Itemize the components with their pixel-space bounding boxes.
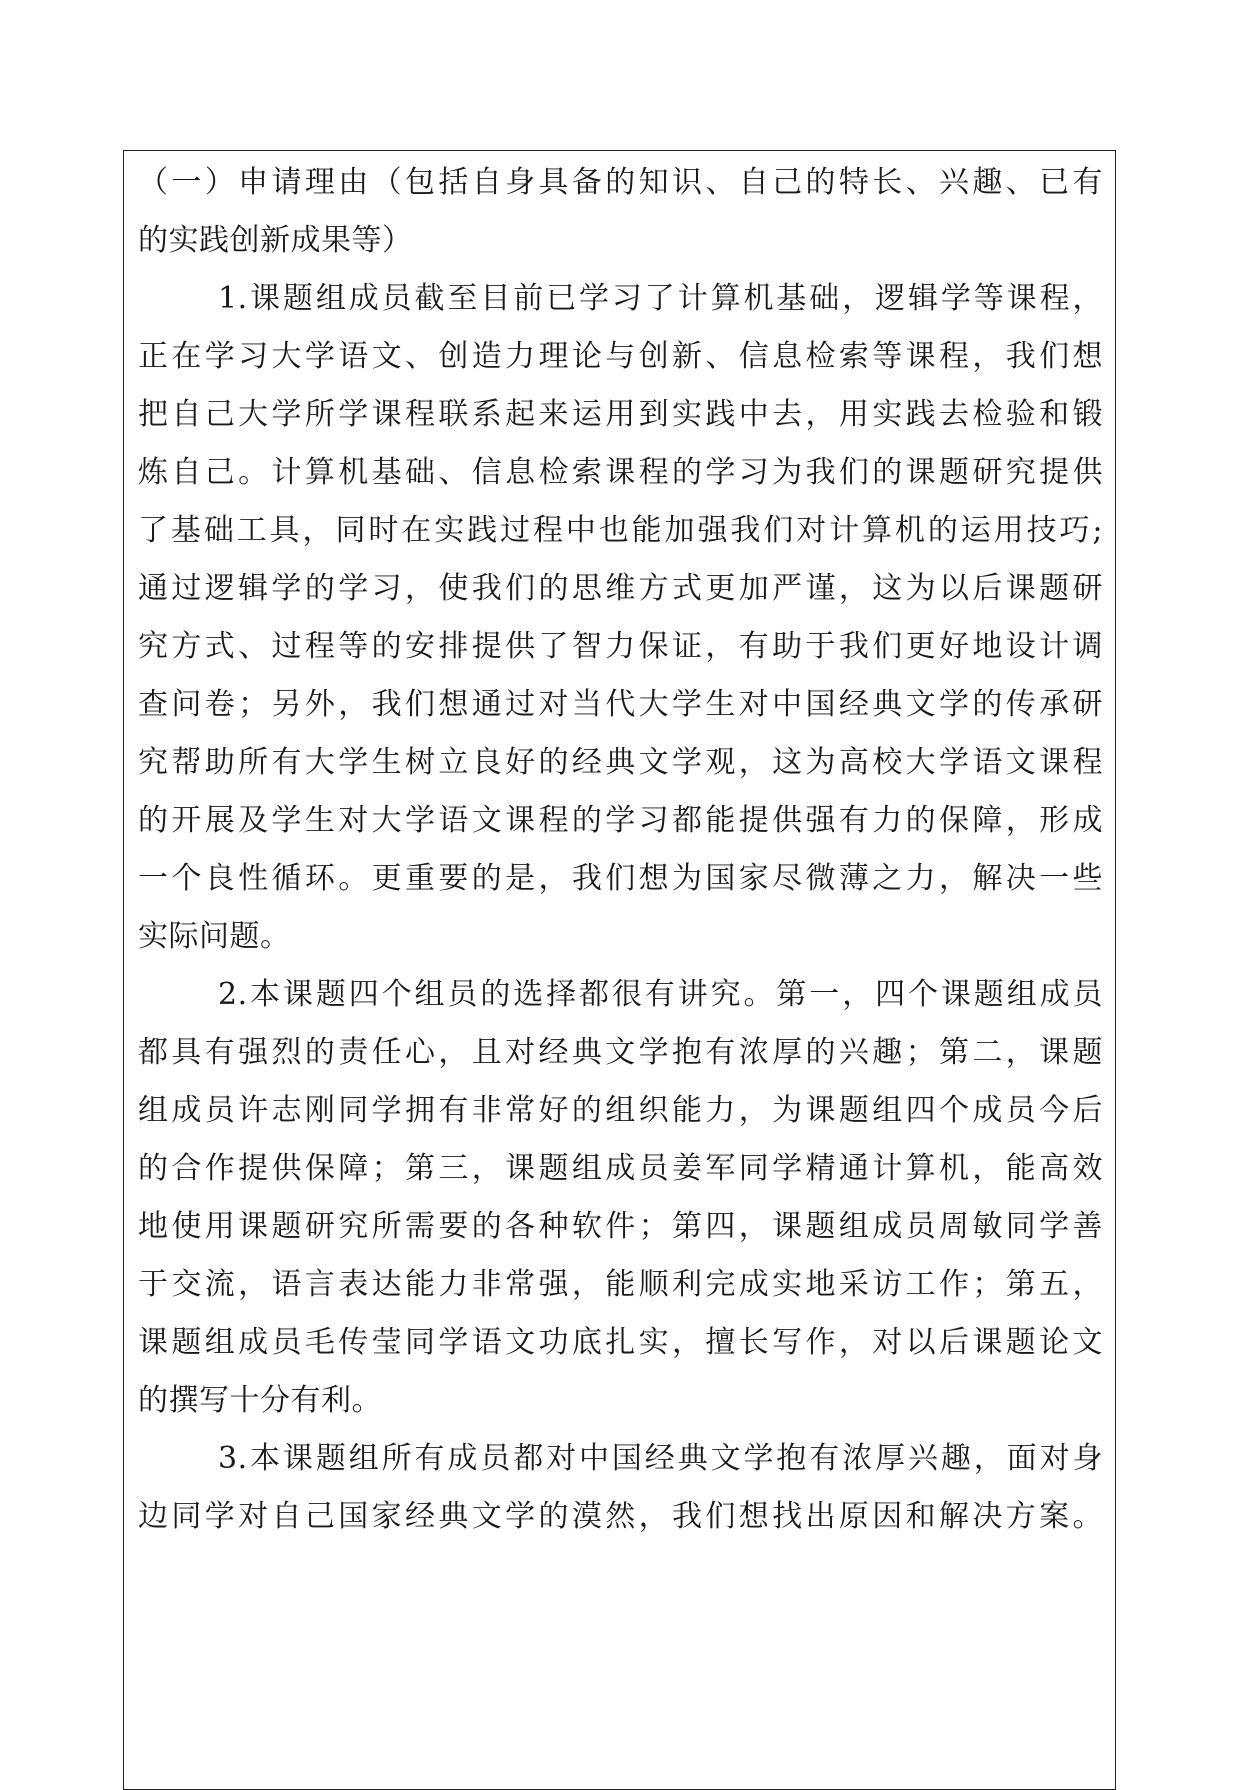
paragraph-1-line-12: 实际问题。 (138, 919, 291, 954)
paragraph-1-line-11: 一个良性循环。更重要的是，我们想为国家尽微薄之力，解决一些 (138, 861, 1103, 896)
paragraph-1-line-2: 正在学习大学语文、创造力理论与创新、信息检索等课程，我们想 (138, 339, 1103, 374)
paragraph-2-line-7: 课题组成员毛传莹同学语文功底扎实，擅长写作，对以后课题论文 (138, 1325, 1103, 1360)
paragraph-2-line-3: 组成员许志刚同学拥有非常好的组织能力，为课题组四个成员今后 (138, 1093, 1103, 1128)
section-heading-line-2: 的实践创新成果等） (138, 223, 413, 258)
section-heading-line-1: （一）申请理由（包括自身具备的知识、自己的特长、兴趣、已有 (138, 165, 1103, 200)
paragraph-1-line-4: 炼自己。计算机基础、信息检索课程的学习为我们的课题研究提供 (138, 455, 1103, 490)
paragraph-3-line-1: 3.本课题组所有成员都对中国经典文学抱有浓厚兴趣，面对身 (218, 1441, 1103, 1476)
paragraph-3-line-2: 边同学对自己国家经典文学的漠然，我们想找出原因和解决方案。 (138, 1499, 1103, 1534)
paragraph-2-line-4: 的合作提供保障；第三，课题组成员姜军同学精通计算机，能高效 (138, 1151, 1103, 1186)
paragraph-1-line-1: 1.课题组成员截至目前已学习了计算机基础，逻辑学等课程， (218, 281, 1103, 316)
table-cell-border (123, 150, 1116, 1790)
paragraph-2-line-6: 于交流，语言表达能力非常强，能顺利完成实地采访工作；第五， (138, 1267, 1103, 1302)
paragraph-1-line-7: 究方式、过程等的安排提供了智力保证，有助于我们更好地设计调 (138, 629, 1103, 664)
paragraph-2-line-1: 2.本课题四个组员的选择都很有讲究。第一，四个课题组成员 (218, 977, 1103, 1012)
paragraph-1-line-8: 查问卷；另外，我们想通过对当代大学生对中国经典文学的传承研 (138, 687, 1103, 722)
paragraph-2-line-2: 都具有强烈的责任心，且对经典文学抱有浓厚的兴趣；第二，课题 (138, 1035, 1103, 1070)
paragraph-2-line-5: 地使用课题研究所需要的各种软件；第四，课题组成员周敏同学善 (138, 1209, 1103, 1244)
paragraph-1-line-5: 了基础工具，同时在实践过程中也能加强我们对计算机的运用技巧; (138, 513, 1103, 548)
paragraph-1-line-3: 把自己大学所学课程联系起来运用到实践中去，用实践去检验和锻 (138, 397, 1103, 432)
paragraph-1-line-6: 通过逻辑学的学习，使我们的思维方式更加严谨，这为以后课题研 (138, 571, 1103, 606)
paragraph-1-line-9: 究帮助所有大学生树立良好的经典文学观，这为高校大学语文课程 (138, 745, 1103, 780)
paragraph-1-line-10: 的开展及学生对大学语文课程的学习都能提供强有力的保障，形成 (138, 803, 1103, 838)
paragraph-2-line-8: 的撰写十分有利。 (138, 1383, 382, 1418)
